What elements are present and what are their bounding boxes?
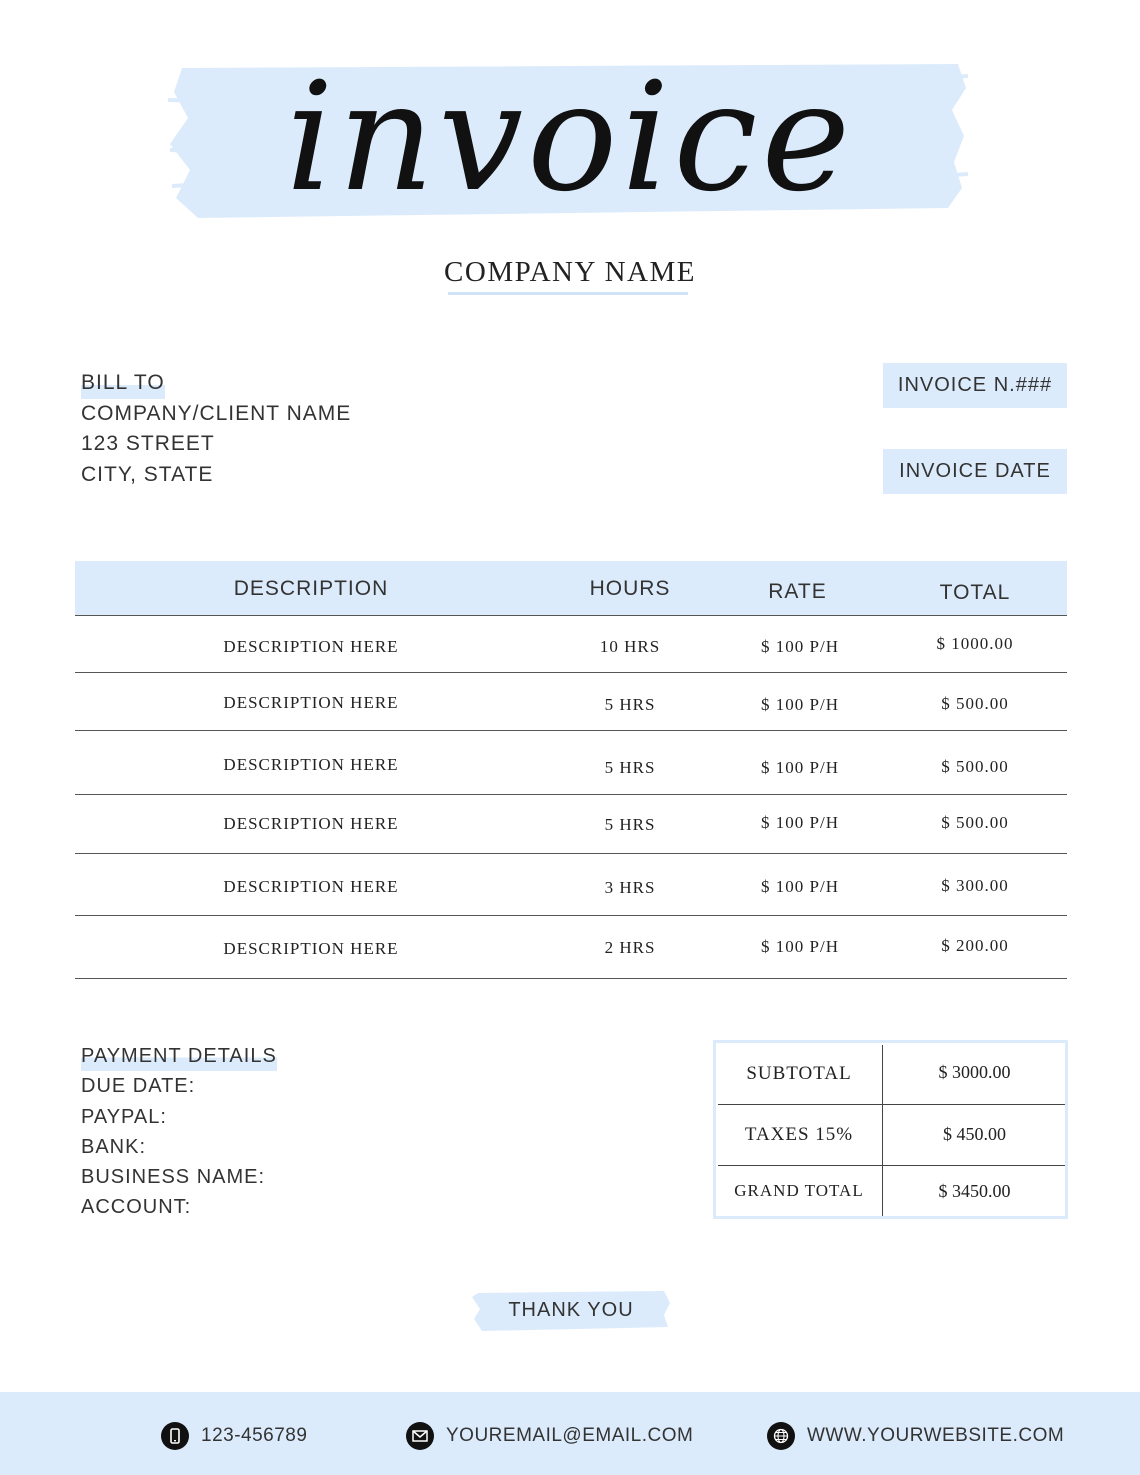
globe-icon — [767, 1422, 795, 1450]
header-total: TOTAL — [939, 581, 1011, 604]
table-row — [75, 672, 1067, 730]
row-rate: $ 100 P/H — [761, 813, 839, 832]
bill-to-line: CITY, STATE — [81, 462, 214, 486]
thank-you-text: THANK YOU — [508, 1299, 634, 1321]
row-description: DESCRIPTION HERE — [223, 755, 399, 774]
row-hours: 3 HRS — [604, 878, 656, 897]
footer-website — [767, 1422, 1064, 1450]
table-row — [75, 615, 1067, 672]
payment-line: PAYPAL: — [81, 1105, 167, 1128]
bill-to-line: 123 STREET — [81, 432, 215, 455]
invoice-number-box: INVOICE N.### — [883, 363, 1067, 408]
header-hours: HOURS — [589, 577, 671, 600]
table-row — [75, 915, 1067, 979]
row-rate: $ 100 P/H — [761, 877, 839, 896]
taxes-value: $ 450.00 — [943, 1124, 1006, 1144]
website-url[interactable]: WWW.YOURWEBSITE.COM — [807, 1425, 1065, 1446]
table-row — [75, 794, 1067, 853]
payment-line: BUSINESS NAME: — [81, 1166, 266, 1189]
row-total: $ 500.00 — [941, 813, 1009, 832]
row-rate: $ 100 P/H — [761, 937, 839, 956]
subtotal-label: SUBTOTAL — [746, 1063, 852, 1084]
table-row — [75, 853, 1067, 915]
bill-to-line: COMPANY/CLIENT NAME — [81, 401, 352, 425]
footer-phone — [161, 1422, 307, 1450]
company-name: COMPANY NAME — [444, 256, 696, 288]
row-hours: 5 HRS — [604, 758, 656, 777]
row-rate: $ 100 P/H — [761, 758, 839, 777]
email-address[interactable]: YOUREMAIL@EMAIL.COM — [446, 1425, 694, 1446]
payment-details-block — [81, 1041, 277, 1223]
totals-box — [713, 1040, 1068, 1219]
row-rate: $ 100 P/H — [761, 695, 839, 714]
payment-heading: PAYMENT DETAILS — [81, 1041, 277, 1071]
table-header — [75, 561, 1067, 615]
row-description: DESCRIPTION HERE — [223, 939, 399, 958]
taxes-label: TAXES 15% — [744, 1124, 854, 1145]
grand-total-value: $ 3450.00 — [938, 1181, 1011, 1201]
subtotal-value: $ 3000.00 — [938, 1062, 1011, 1082]
envelope-icon — [406, 1422, 434, 1450]
row-total: $ 200.00 — [941, 936, 1009, 955]
row-total: $ 500.00 — [941, 694, 1009, 713]
row-total: $ 300.00 — [941, 876, 1009, 895]
bill-to-block — [81, 368, 351, 490]
invoice-date-box: INVOICE DATE — [883, 449, 1067, 494]
row-total: $ 1000.00 — [936, 634, 1014, 653]
row-total: $ 500.00 — [941, 757, 1009, 776]
invoice-title: invoice — [285, 51, 855, 225]
phone-number: 123-456789 — [201, 1425, 308, 1446]
payment-line: BANK: — [81, 1135, 147, 1158]
footer-email — [406, 1422, 693, 1450]
row-hours: 5 HRS — [604, 815, 656, 834]
payment-line: ACCOUNT: — [81, 1196, 192, 1219]
table-row — [75, 730, 1067, 794]
totals-divider — [718, 1104, 1065, 1105]
company-underline — [448, 292, 688, 295]
footer-bar — [0, 1392, 1140, 1475]
bill-to-heading: BILL TO — [81, 368, 165, 399]
row-description: DESCRIPTION HERE — [223, 814, 399, 833]
row-rate: $ 100 P/H — [761, 637, 839, 656]
row-hours: 5 HRS — [604, 695, 656, 714]
grand-total-label: GRAND TOTAL — [734, 1181, 864, 1200]
row-description: DESCRIPTION HERE — [223, 637, 399, 656]
row-hours: 10 HRS — [599, 637, 661, 656]
totals-divider — [882, 1045, 883, 1216]
row-description: DESCRIPTION HERE — [223, 877, 399, 896]
totals-divider — [718, 1165, 1065, 1166]
row-hours: 2 HRS — [604, 938, 656, 957]
header-description: DESCRIPTION — [233, 577, 389, 600]
header-rate: RATE — [768, 580, 827, 603]
row-description: DESCRIPTION HERE — [223, 693, 399, 712]
payment-line: DUE DATE: — [81, 1075, 196, 1098]
phone-icon — [161, 1422, 189, 1450]
